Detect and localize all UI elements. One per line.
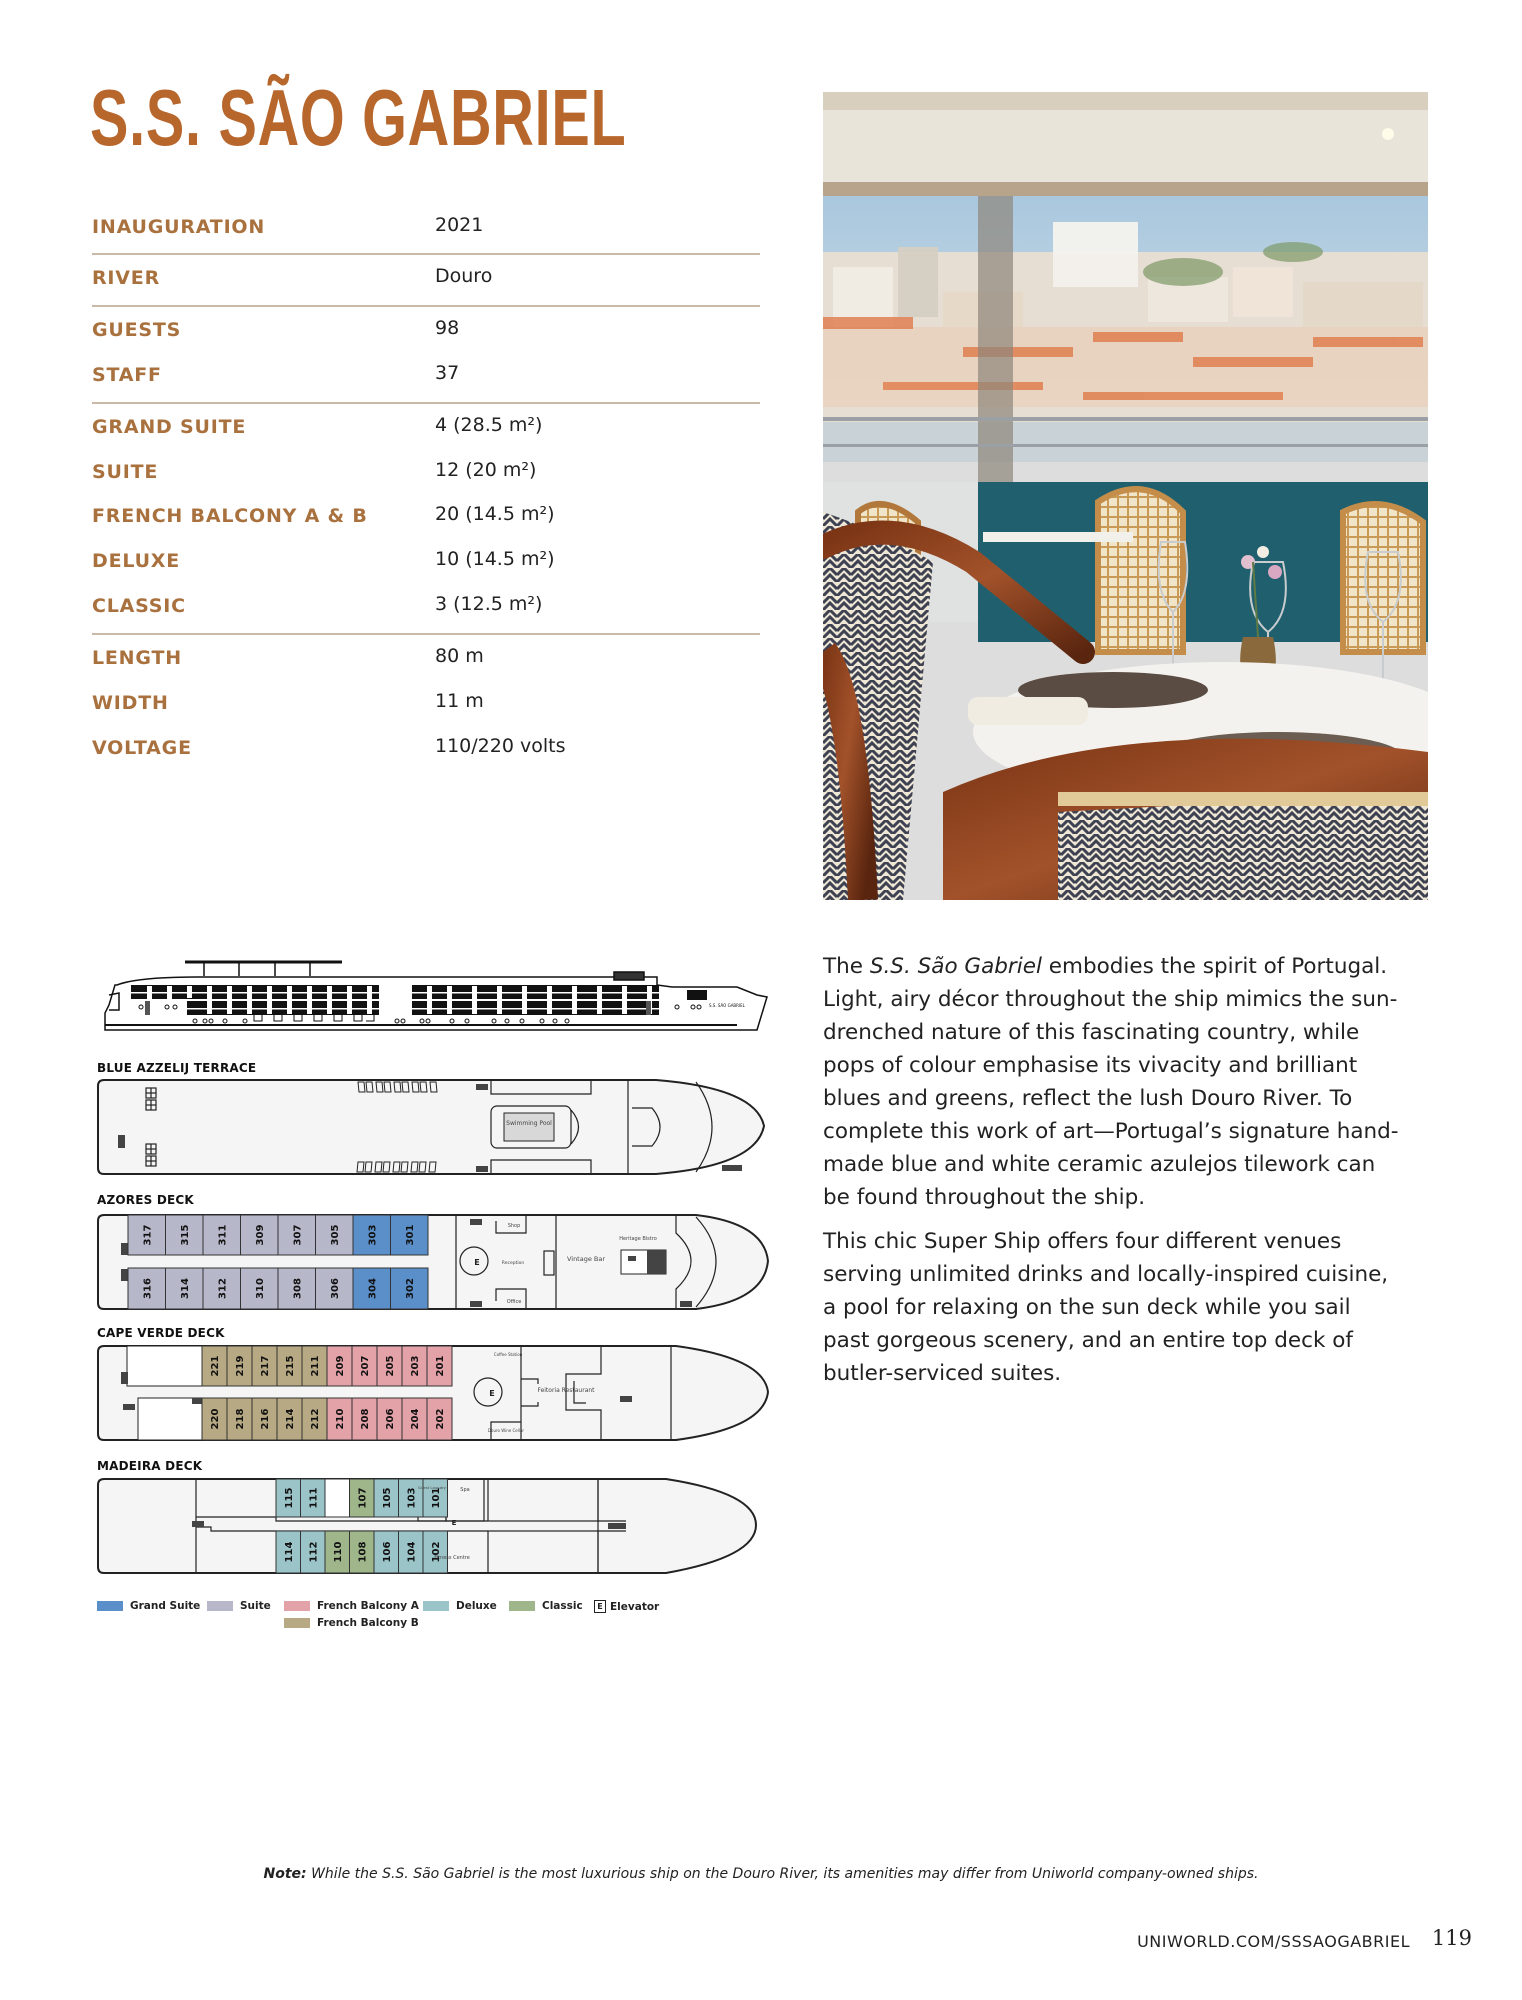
cabin-number: 105 xyxy=(381,1487,393,1509)
cabin-number: 208 xyxy=(360,1408,371,1430)
heritage-bistro-label: Heritage Bistro xyxy=(619,1236,657,1242)
spec-value: 12 (20 m²) xyxy=(435,459,537,481)
wine-cellar-label: Douro Wine Cellar xyxy=(487,1428,525,1433)
cabin-number: 115 xyxy=(283,1487,295,1509)
spec-row-classic xyxy=(92,595,760,625)
cabin-number: 206 xyxy=(385,1408,396,1430)
spec-row-guests xyxy=(92,319,760,349)
divider xyxy=(92,402,760,404)
cabin-number: 307 xyxy=(292,1224,304,1246)
azores-top-cabins xyxy=(128,1215,428,1255)
cabin-number: 202 xyxy=(435,1408,446,1430)
cabin-number: 216 xyxy=(260,1408,271,1430)
vintage-bar-label: Vintage Bar xyxy=(566,1255,606,1263)
cabin-number: 309 xyxy=(254,1224,266,1246)
spec-row-french-balcony xyxy=(92,505,760,535)
deck-plan-madeira xyxy=(96,1477,776,1577)
spec-row-inauguration xyxy=(92,216,760,246)
spec-value: 80 m xyxy=(435,645,484,667)
cabin-number: 106 xyxy=(381,1541,393,1563)
legend-deluxe: Deluxe xyxy=(423,1600,497,1612)
footer-url-link[interactable]: UNIWORLD.COM/SSSAOGABRIEL xyxy=(1137,1932,1410,1951)
ship-side-profile xyxy=(97,955,772,1045)
deck-plan-azores xyxy=(96,1213,776,1313)
cabin-number: 205 xyxy=(385,1355,396,1377)
spec-label: FRENCH BALCONY A & B xyxy=(92,505,368,527)
spec-value: 37 xyxy=(435,362,460,384)
divider xyxy=(92,633,760,635)
cabin-number: 301 xyxy=(404,1224,416,1246)
cabin-number: 217 xyxy=(260,1355,271,1377)
cabin-number: 203 xyxy=(410,1355,421,1377)
page-number: 119 xyxy=(1431,1926,1472,1950)
page-title: S.S. SÃO GABRIEL xyxy=(90,73,627,162)
azores-bottom-cabins xyxy=(128,1268,428,1309)
spec-value: 3 (12.5 m²) xyxy=(435,593,543,615)
spec-value: Douro xyxy=(435,265,493,287)
madeira-bottom-cabins xyxy=(276,1531,448,1573)
cabin-number: 317 xyxy=(142,1224,154,1246)
spec-row-length xyxy=(92,647,760,677)
cabin-number: 108 xyxy=(357,1541,369,1563)
cape-verde-top-cabins xyxy=(202,1346,452,1386)
cabin-number: 112 xyxy=(308,1541,320,1563)
cabin-number: 306 xyxy=(329,1278,341,1299)
cabin-number: 111 xyxy=(308,1487,320,1509)
cabin-number: 114 xyxy=(283,1541,295,1563)
spec-label: VOLTAGE xyxy=(92,737,192,759)
elevator-icon: E xyxy=(474,1258,480,1267)
cabin-number: 303 xyxy=(367,1224,379,1246)
spec-label: GUESTS xyxy=(92,319,182,341)
feitoria-restaurant-label: Feitoria Restaurant xyxy=(537,1387,595,1394)
legend-suite: Suite xyxy=(207,1600,271,1612)
cabin-number: 211 xyxy=(310,1355,321,1377)
ship-name-italic: S.S. São Gabriel xyxy=(869,954,1042,979)
cabin-number: 311 xyxy=(217,1224,229,1246)
divider xyxy=(92,253,760,255)
spec-row-deluxe xyxy=(92,550,760,580)
spec-value: 98 xyxy=(435,317,460,339)
cabin-number: 312 xyxy=(217,1278,229,1299)
spec-label: WIDTH xyxy=(92,692,169,714)
cabin-number: 308 xyxy=(292,1278,304,1299)
cabin-number: 103 xyxy=(406,1487,418,1509)
divider xyxy=(92,305,760,307)
spa-label: Spa xyxy=(460,1487,470,1493)
spec-value: 110/220 volts xyxy=(435,735,566,757)
legend-french-balcony-a: French Balcony A xyxy=(284,1600,419,1612)
deck-label-cape-verde: CAPE VERDE DECK xyxy=(97,1326,225,1340)
deck-plan-cape-verde xyxy=(96,1344,776,1444)
cabin-number: 101 xyxy=(430,1487,442,1509)
spec-label: LENGTH xyxy=(92,647,182,669)
spec-label: INAUGURATION xyxy=(92,216,266,238)
spec-label: GRAND SUITE xyxy=(92,416,247,438)
cabin-number: 221 xyxy=(210,1355,221,1377)
ship-name-label: S.S. SÃO GABRIEL xyxy=(709,1003,745,1008)
spec-value: 20 (14.5 m²) xyxy=(435,503,555,525)
spec-row-river xyxy=(92,267,760,297)
spec-label: STAFF xyxy=(92,364,162,386)
guest-laundry-label: Guest Laundry xyxy=(418,1485,446,1490)
cabin-number: 314 xyxy=(179,1278,191,1299)
description-paragraph-2: This chic Super Ship offers four different venues serving unlimited drinks and locally-inspired cuisine, a pool for relaxing on the sun deck while you sail past gorgeous scenery, and an entire top deck of butler-serviced suites. xyxy=(823,1229,1389,1386)
office-label: Office xyxy=(506,1299,522,1305)
cabin-number: 210 xyxy=(335,1408,346,1430)
cabin-number: 214 xyxy=(285,1408,296,1430)
legend-elevator: E Elevator xyxy=(594,1600,659,1613)
cabin-number: 310 xyxy=(254,1278,266,1299)
cabin-number: 207 xyxy=(360,1355,371,1377)
spec-row-voltage xyxy=(92,737,760,767)
cabin-number: 209 xyxy=(335,1355,346,1377)
spec-row-grand-suite xyxy=(92,416,760,446)
cabin-number: 107 xyxy=(357,1487,369,1509)
deck-label-azores: AZORES DECK xyxy=(97,1193,194,1207)
cabin-number: 305 xyxy=(329,1224,341,1246)
spec-row-staff xyxy=(92,364,760,394)
spec-value: 2021 xyxy=(435,214,484,236)
cabin-number: 110 xyxy=(332,1541,344,1563)
spec-value: 10 (14.5 m²) xyxy=(435,548,555,570)
deck-plan-blue-azzelij xyxy=(96,1078,776,1178)
coffee-station-label: Coffee Station xyxy=(493,1352,523,1357)
spec-label: SUITE xyxy=(92,461,159,483)
cabin-number: 201 xyxy=(435,1355,446,1377)
cabin-number: 218 xyxy=(235,1408,246,1430)
cabin-number: 215 xyxy=(285,1355,296,1377)
restaurant-photo xyxy=(823,92,1428,900)
elevator-icon: E xyxy=(451,1519,457,1527)
cabin-number: 104 xyxy=(406,1541,418,1563)
spec-row-suite xyxy=(92,461,760,491)
legend-french-balcony-b: French Balcony B xyxy=(284,1617,419,1629)
elevator-icon: E xyxy=(594,1600,606,1613)
cabin-number: 220 xyxy=(210,1408,221,1430)
suite-swatch xyxy=(207,1601,233,1611)
cabin-number: 102 xyxy=(430,1541,442,1563)
legend-classic: Classic xyxy=(509,1600,583,1612)
french-balcony-b-swatch xyxy=(284,1618,310,1628)
cabin-blank xyxy=(325,1479,350,1517)
footnote: Note: While the S.S. São Gabriel is the most luxurious ship on the Douro River, its amenities may differ from Uniworld company-owned ships. xyxy=(263,1866,1259,1882)
cabin-number: 204 xyxy=(410,1408,421,1430)
cabin-number: 212 xyxy=(310,1408,321,1430)
deck-label-madeira: MADEIRA DECK xyxy=(97,1459,203,1473)
reception-label: Reception xyxy=(501,1261,525,1266)
spec-label: RIVER xyxy=(92,267,161,289)
shop-label: Shop xyxy=(507,1223,521,1229)
cabin-number: 302 xyxy=(404,1278,416,1299)
french-balcony-a-swatch xyxy=(284,1601,310,1611)
spec-label: CLASSIC xyxy=(92,595,186,617)
spec-label: DELUXE xyxy=(92,550,181,572)
swimming-pool-label: Swimming Pool xyxy=(506,1120,552,1127)
cabin-number: 219 xyxy=(235,1355,246,1377)
cabin-number: 304 xyxy=(367,1278,379,1299)
spec-row-width xyxy=(92,692,760,722)
description-paragraph-1: The S.S. São Gabriel embodies the spirit of Portugal. Light, airy décor throughout the ship mimics the sun-drenched nature of this fascinating country, while pops of colour emphasise its vivacity and brilliant blues and greens, reflect the lush Douro River. To complete this work of art—Portugal’s signature hand-made blue and white ceramic azulejos tilework can be found throughout the ship. xyxy=(823,954,1399,1210)
ship-description xyxy=(823,950,1403,1401)
legend-grand-suite: Grand Suite xyxy=(97,1600,200,1612)
cape-verde-bottom-cabins xyxy=(202,1398,452,1440)
elevator-icon: E xyxy=(489,1389,495,1398)
cabin-legend xyxy=(97,1600,697,1640)
spec-value: 11 m xyxy=(435,690,484,712)
spec-value: 4 (28.5 m²) xyxy=(435,414,543,436)
deck-label-blue-azzelij: BLUE AZZELIJ TERRACE xyxy=(97,1061,257,1075)
grand-suite-swatch xyxy=(97,1601,123,1611)
fitness-centre-label: Fitness Centre xyxy=(434,1555,470,1561)
cabin-number: 316 xyxy=(142,1278,154,1299)
deluxe-swatch xyxy=(423,1601,449,1611)
cabin-number: 315 xyxy=(179,1224,191,1246)
classic-swatch xyxy=(509,1601,535,1611)
